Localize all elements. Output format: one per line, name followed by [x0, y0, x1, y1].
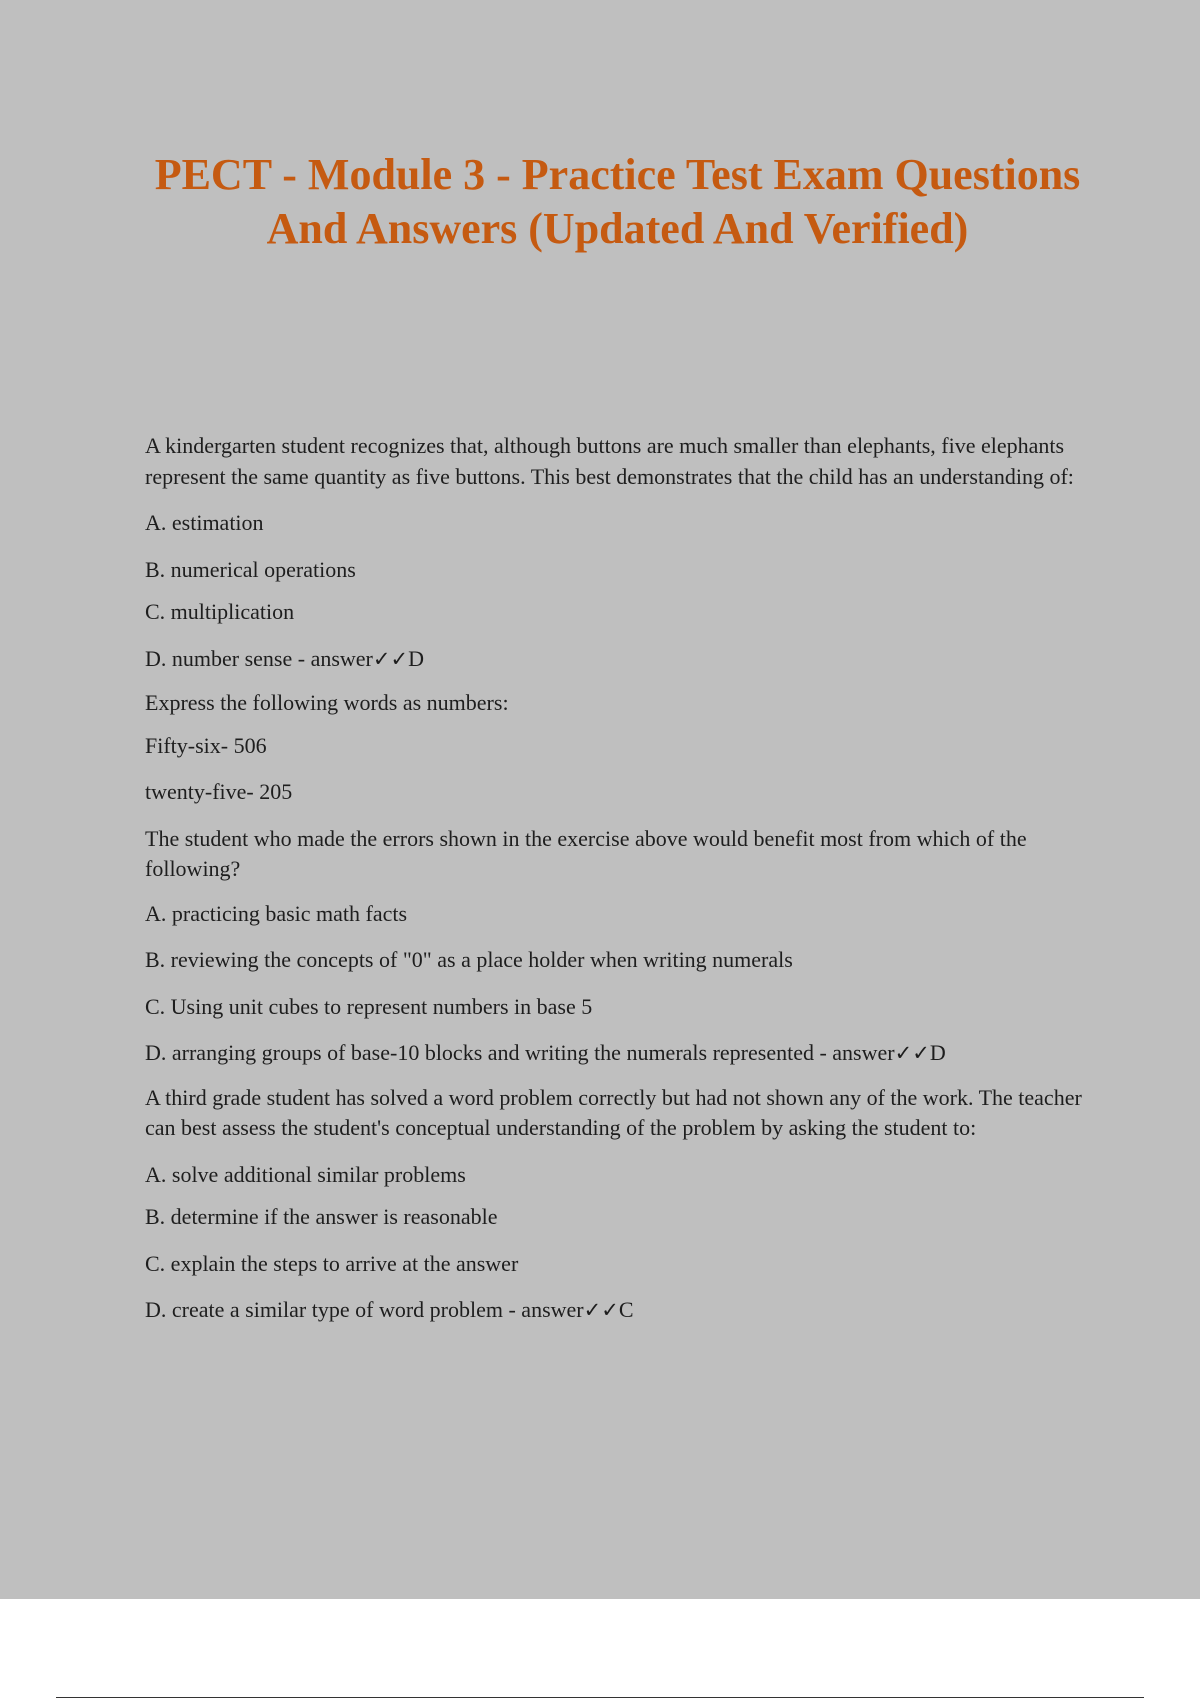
question-2-example-2: twenty-five- 205 [145, 779, 293, 804]
question-2-option-d [145, 1038, 1095, 1069]
check-mark-icon: ✓✓ [894, 1041, 930, 1065]
question-1-answer: D [408, 645, 424, 671]
question-2-instruction: Express the following words as numbers: [145, 690, 509, 715]
question-3-prompt: A third grade student has solved a word problem correctly but had not shown any of the work. The teacher can best assess the student's conceptual understanding of the problem by asking the student to: [145, 1084, 1082, 1140]
question-3-option-b: B. determine if the answer is reasonable [145, 1204, 498, 1229]
check-mark-icon: ✓✓ [583, 1298, 619, 1322]
question-2-option-b: B. reviewing the concepts of "0" as a place holder when writing numerals [145, 947, 793, 972]
question-1-option-c: C. multiplication [145, 599, 295, 624]
question-2-answer: D [929, 1040, 946, 1065]
question-1-option-b: B. numerical operations [145, 556, 356, 582]
question-1-prompt: A kindergarten student recognizes that, although buttons are much smaller than elephants, five elephants represent the same quantity as five buttons. This best demonstrates that the child has an understanding of: [145, 433, 1074, 489]
question-3-option-a: A. solve additional similar problems [145, 1161, 466, 1187]
question-1-option-a: A. estimation [145, 510, 264, 535]
question-3-answer: C [618, 1297, 634, 1322]
question-2-prompt: The student who made the errors shown in the exercise above would benefit most from which of the following? [145, 825, 1027, 881]
question-1-option-d [145, 644, 1095, 675]
document-title: PECT - Module 3 - Practice Test Exam Questions And Answers (Updated And Verified) [154, 150, 1081, 253]
question-3-option-c: C. explain the steps to arrive at the answer [145, 1250, 519, 1276]
footer-divider [56, 1697, 1144, 1698]
question-2-example-1: Fifty-six- 506 [145, 732, 267, 758]
question-1-option-d-text: D. number sense - answer [145, 645, 373, 671]
question-3-option-d [145, 1295, 1095, 1326]
check-mark-icon: ✓✓ [372, 646, 409, 671]
document-body [145, 431, 1095, 1326]
question-2-option-d-text: D. arranging groups of base-10 blocks and writing the numerals represented - answer [145, 1040, 895, 1065]
question-2-option-a: A. practicing basic math facts [145, 900, 408, 926]
question-3-option-d-text: D. create a similar type of word problem - answer [145, 1297, 584, 1322]
question-2-option-c: C. Using unit cubes to represent numbers in base 5 [145, 993, 593, 1019]
